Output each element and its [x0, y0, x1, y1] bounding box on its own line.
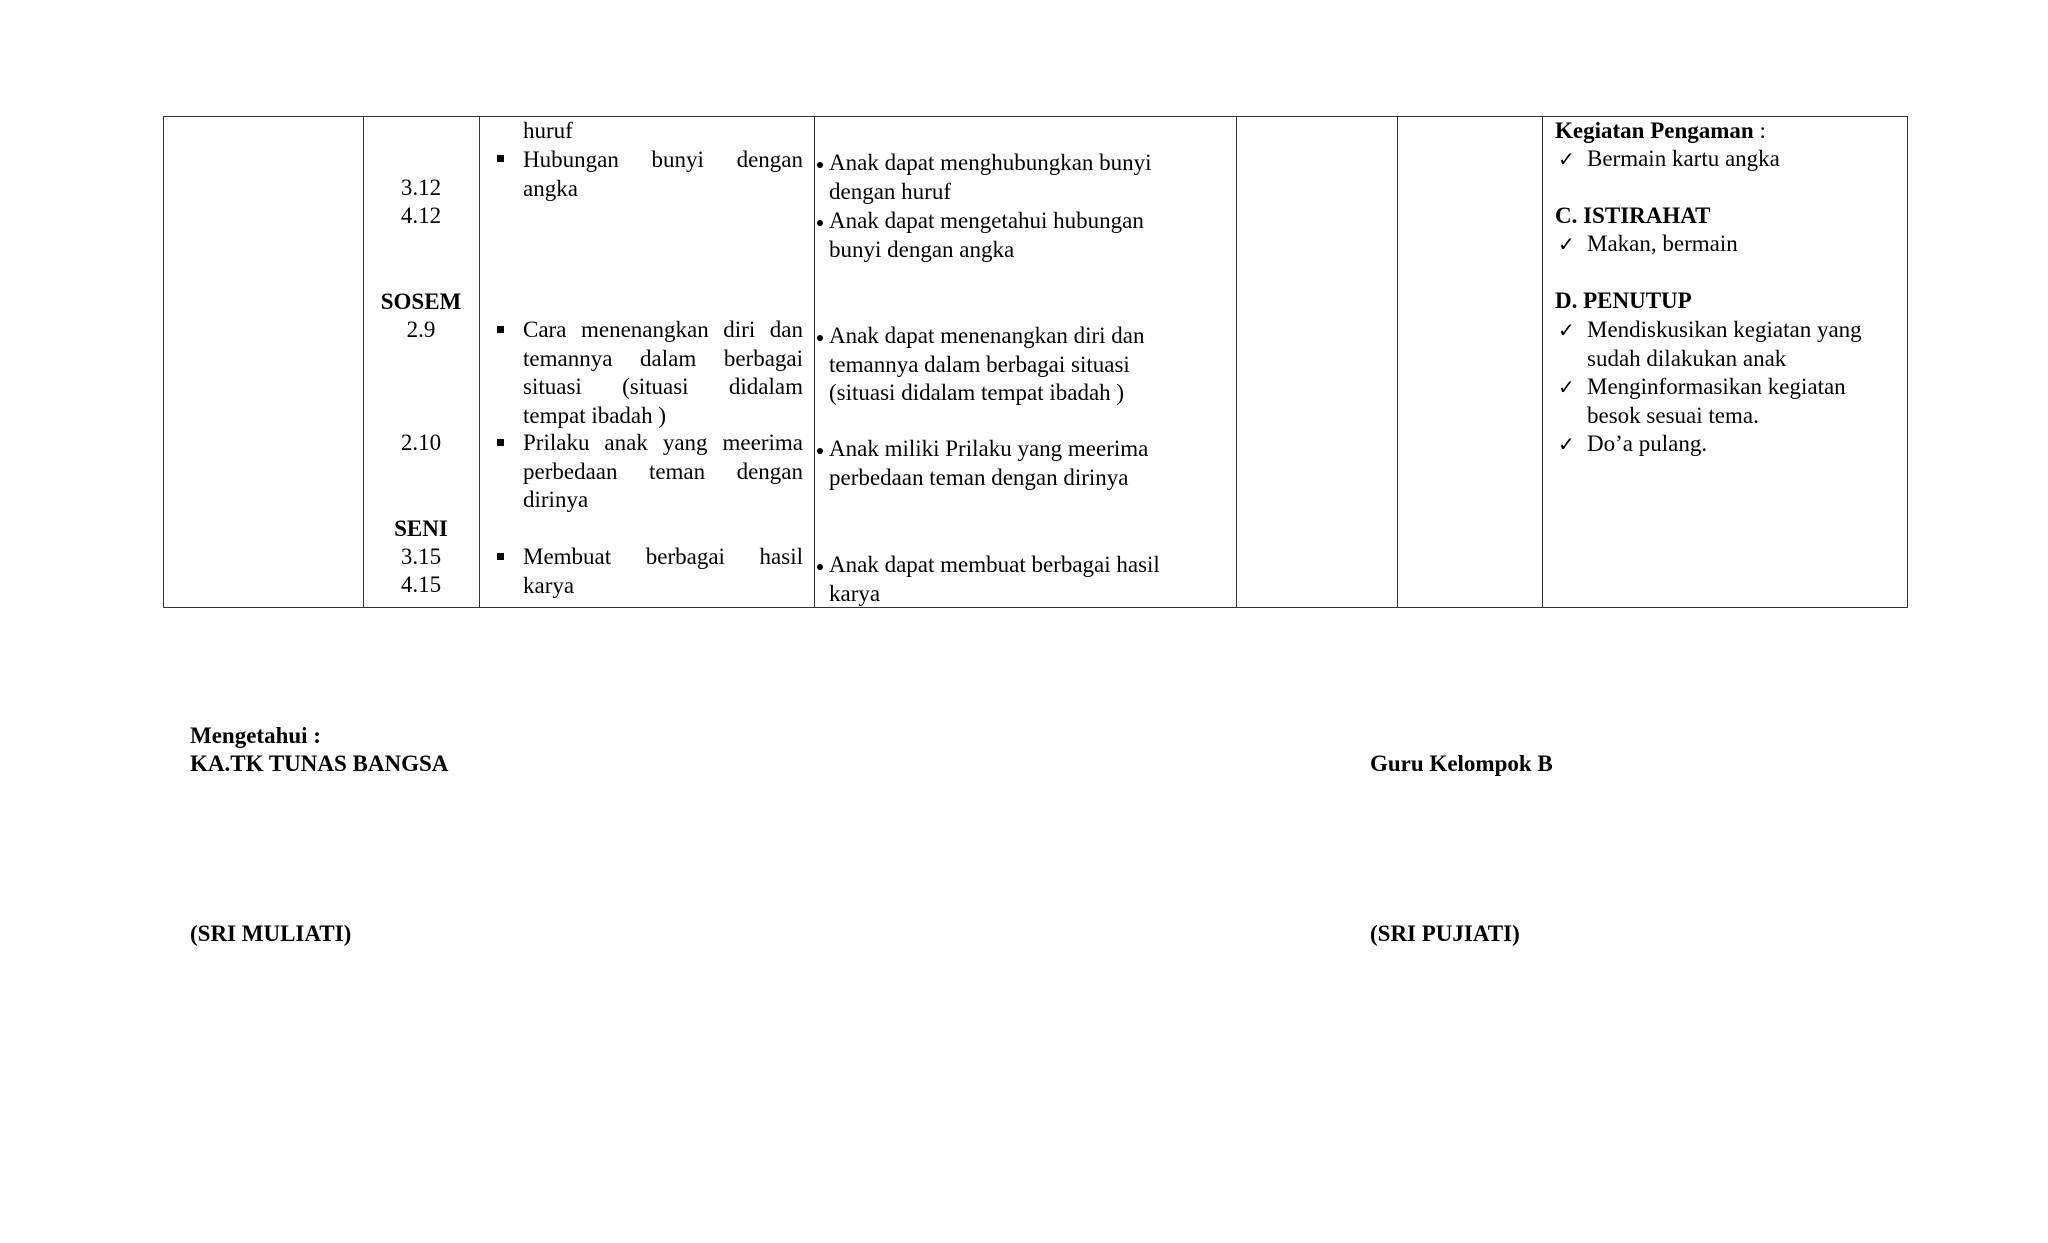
achievement-item: Anak dapat menghubungkan bunyi dengan huruf: [829, 150, 1152, 204]
section-heading-istirahat: C. ISTIRAHAT: [1555, 203, 1711, 228]
table-column-divider: [1236, 116, 1237, 608]
teacher-name: (SRI PUJIATI): [1370, 921, 1520, 946]
indicator-number: 2.10: [400, 430, 442, 455]
bullet-dot-icon: [817, 564, 823, 570]
material-text: huruf: [523, 118, 573, 143]
section-heading-penutup: D. PENUTUP: [1555, 288, 1692, 313]
indicator-number: 3.12: [400, 175, 442, 200]
table-column-divider: [1397, 116, 1398, 608]
square-bullet-icon: [497, 439, 504, 446]
square-bullet-icon: [497, 326, 504, 333]
section-label-sosem: SOSEM: [380, 289, 462, 314]
indicator-number: 3.15: [400, 544, 442, 569]
square-bullet-icon: [497, 155, 504, 162]
acknowledged-label: Mengetahui :: [190, 723, 321, 748]
activity-item: Mendiskusikan kegiatan yang sudah dilakukan anak: [1587, 317, 1862, 371]
table-column-divider: [814, 116, 815, 608]
table-column-divider: [479, 116, 480, 608]
check-icon: ✓: [1558, 432, 1575, 456]
table-column-divider: [1542, 116, 1543, 608]
bullet-dot-icon: [817, 220, 823, 226]
teacher-title: Guru Kelompok B: [1370, 751, 1553, 776]
check-icon: ✓: [1558, 318, 1575, 342]
achievement-item: Anak miliki Prilaku yang meerima perbedaan teman dengan dirinya: [829, 436, 1149, 490]
indicator-number: 2.9: [406, 317, 436, 342]
bullet-dot-icon: [817, 448, 823, 454]
activity-heading: Kegiatan Pengaman :: [1555, 118, 1766, 143]
achievement-item: Anak dapat menenangkan diri dan temannya dalam berbagai situasi (situasi didalam tempat ibadah ): [829, 323, 1145, 405]
square-bullet-icon: [497, 553, 504, 560]
indicator-number: 4.12: [400, 203, 442, 228]
achievement-item: Anak dapat membuat berbagai hasil karya: [829, 552, 1160, 606]
bullet-dot-icon: [817, 335, 823, 341]
bullet-dot-icon: [817, 162, 823, 168]
check-icon: ✓: [1558, 375, 1575, 399]
activity-item: Bermain kartu angka: [1587, 146, 1780, 171]
material-item: Cara menenangkan diri dan temannya dalam berbagai situasi (situasi didalam tempat ibadah ): [523, 317, 803, 428]
activity-item: Menginformasikan kegiatan besok sesuai tema.: [1587, 374, 1846, 428]
indicator-number: 4.15: [400, 572, 442, 597]
section-label-seni: SENI: [394, 516, 448, 541]
achievement-item: Anak dapat mengetahui hubungan bunyi dengan angka: [829, 208, 1144, 262]
check-icon: ✓: [1558, 232, 1575, 256]
principal-title: KA.TK TUNAS BANGSA: [190, 751, 449, 776]
activity-item: Makan, bermain: [1587, 231, 1738, 256]
material-item: Prilaku anak yang meerima perbedaan teman dengan dirinya: [523, 430, 803, 512]
material-item: Membuat berbagai hasil karya: [523, 544, 803, 598]
material-item: Hubungan bunyi dengan angka: [523, 147, 803, 201]
principal-name: (SRI MULIATI): [190, 921, 352, 946]
check-icon: ✓: [1558, 147, 1575, 171]
activity-item: Do’a pulang.: [1587, 431, 1708, 456]
